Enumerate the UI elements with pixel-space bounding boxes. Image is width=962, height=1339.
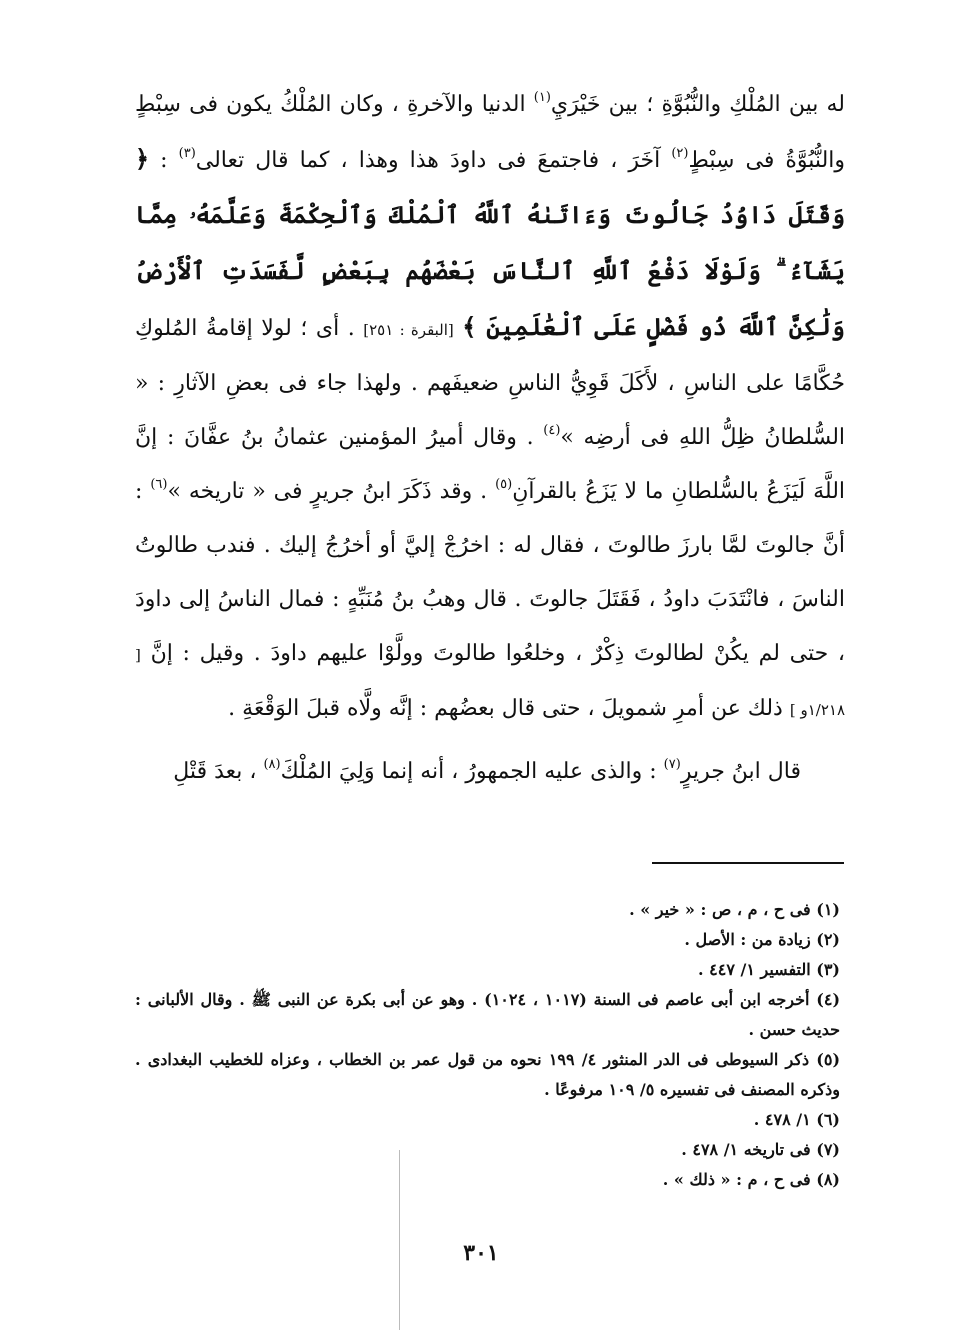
footnote-ref-2[interactable]: (٢) [671,146,689,161]
text-run: له بين المُلْكِ والنُّبُوَّةِ ؛ بين خَيْرَيِ [550,92,846,117]
footnote-ref-4[interactable]: (٤) [543,423,561,438]
footnote-ref-5[interactable]: (٥) [495,477,513,492]
main-text [135,78,845,799]
footnote-ref-3[interactable]: (٣) [178,146,196,161]
footnotes-section [135,895,840,1195]
footnote-6: (٦) ١/ ٤٧٨ . [753,1110,840,1129]
text-run: ، بعدَ قَتْلِ [173,759,264,784]
paragraph-2 [135,745,845,799]
paragraph-1 [135,78,845,737]
manuscript-marker: [ ١/٢١٨و ] [135,646,845,719]
text-run: الدنيا والآخرةِ ، وكان المُلْكُ يكون فى سِبْطٍ والنُّبُوَّةُ فى سِبْطٍ [135,92,846,173]
footnote-ref-8[interactable]: (٨) [263,757,281,772]
text-run: قال ابنُ جريرٍ [680,759,801,784]
quran-verse: ﴿ وَقَتَلَ دَاوُدُ جَالُوتَ وَءَاتَىٰهُ ٱللَّهُ ٱلْمُلْكَ وَٱلْحِكْمَةَ وَعَلَّمَهُۥ مِمَّا يَشَآءُ ۗ وَلَوْلَا دَفْعُ ٱللَّهِ ٱلنَّاسَ بَعْضَهُم بِبَعْضٍ لَّفَسَدَتِ ٱلْأَرْضُ وَلَٰكِنَّ ٱللَّهَ ذُو فَضْلٍ عَلَى ٱلْعَٰلَمِينَ ﴾ [135,144,845,341]
text-run: آخَرَ ، فاجتمعَ فى داودَ هذا وهذا ، كما قال تعالى [195,148,672,173]
footnote-separator [652,862,844,864]
scan-artifact-line [399,1150,400,1330]
quran-citation: [البقرة : ٢٥١] [363,321,454,339]
text-run: : والذى عليه الجمهورُ ، أنه إنما وَلِيَ المُلْكَ [280,759,664,784]
footnote-1: (١) فى ح ، م ، ص : « خير » . [629,900,840,919]
text-run: : أنَّ جالوتَ لمَّا بارزَ طالوتَ ، فقال له : اخرُجْ إليَّ أو أخرُجُ إليك . فندب طالوتُ الناسَ ، فانْتَدَبَ داودُ ، فَقَتَلَ جالوتَ . قال وهبُ بنُ مُنَبِّهٍ : فمال الناسُ إلى داودَ ، حتى لم يكُنْ لطالوتَ ذِكْرٌ ، وخلعُوا طالوتَ وولَّوْا عليهم داودَ . وقيل : إنَّ [135,479,845,666]
footnote-3: (٣) التفسير ١/ ٤٤٧ . [698,960,840,979]
footnote-2: (٢) زيادة من : الأصل . [684,930,840,949]
text-run: ذلك عن أمرِ شمويلَ ، حتى قال بعضُهم : إنَّه ولَّاه قبلَ الوَقْعَةِ . [228,696,790,721]
text-run: . وقد ذَكَرَ ابنُ جريرٍ فى « تاريخه » [167,479,496,504]
footnote-ref-1[interactable]: (١) [533,90,551,105]
text-run: . أى ؛ لولا إقامةُ المُلوكِ حُكَّامًا على الناسِ ، لأَكَلَ قَوِيُّ الناسِ ضعيفَهم . ولهذا جاء فى بعضِ الآثارِ : « السُّلطانُ ظِلُّ اللهِ فى أرضِه » [135,316,846,450]
footnote-8: (٨) فى ح ، م : « ذلك » . [662,1170,840,1189]
text-run: : [160,148,179,173]
footnote-5: (٥) ذكر السيوطى فى الدر المنثور ٤/ ١٩٩ نحوه من قول عمر بن الخطاب ، وعزاه للخطيب البغدادى . وذكره المصنف فى تفسيره ٥/ ١٠٩ مرفوعًا . [135,1050,841,1099]
page-number: ٣٠١ [463,1240,499,1266]
footnote-4: (٤) أخرجه ابن أبى عاصم فى السنة (١٠١٧ ، ١٠٢٤) . وهو عن أبى بكرة عن النبى ﷺ . وقال الألبانى : حديث حسن . [135,990,841,1039]
footnote-7: (٧) فى تاريخه ١/ ٤٧٨ . [681,1140,840,1159]
footnote-ref-7[interactable]: (٧) [663,757,681,772]
text-run: . وقال أميرُ المؤمنين عثمانُ بنُ عفَّانَ : إنَّ اللَّهَ لَيَزَعُ بالسُّلطانِ ما لا يَزَعُ بالقرآنِ [135,425,846,504]
footnote-ref-6[interactable]: (٦) [150,477,168,492]
